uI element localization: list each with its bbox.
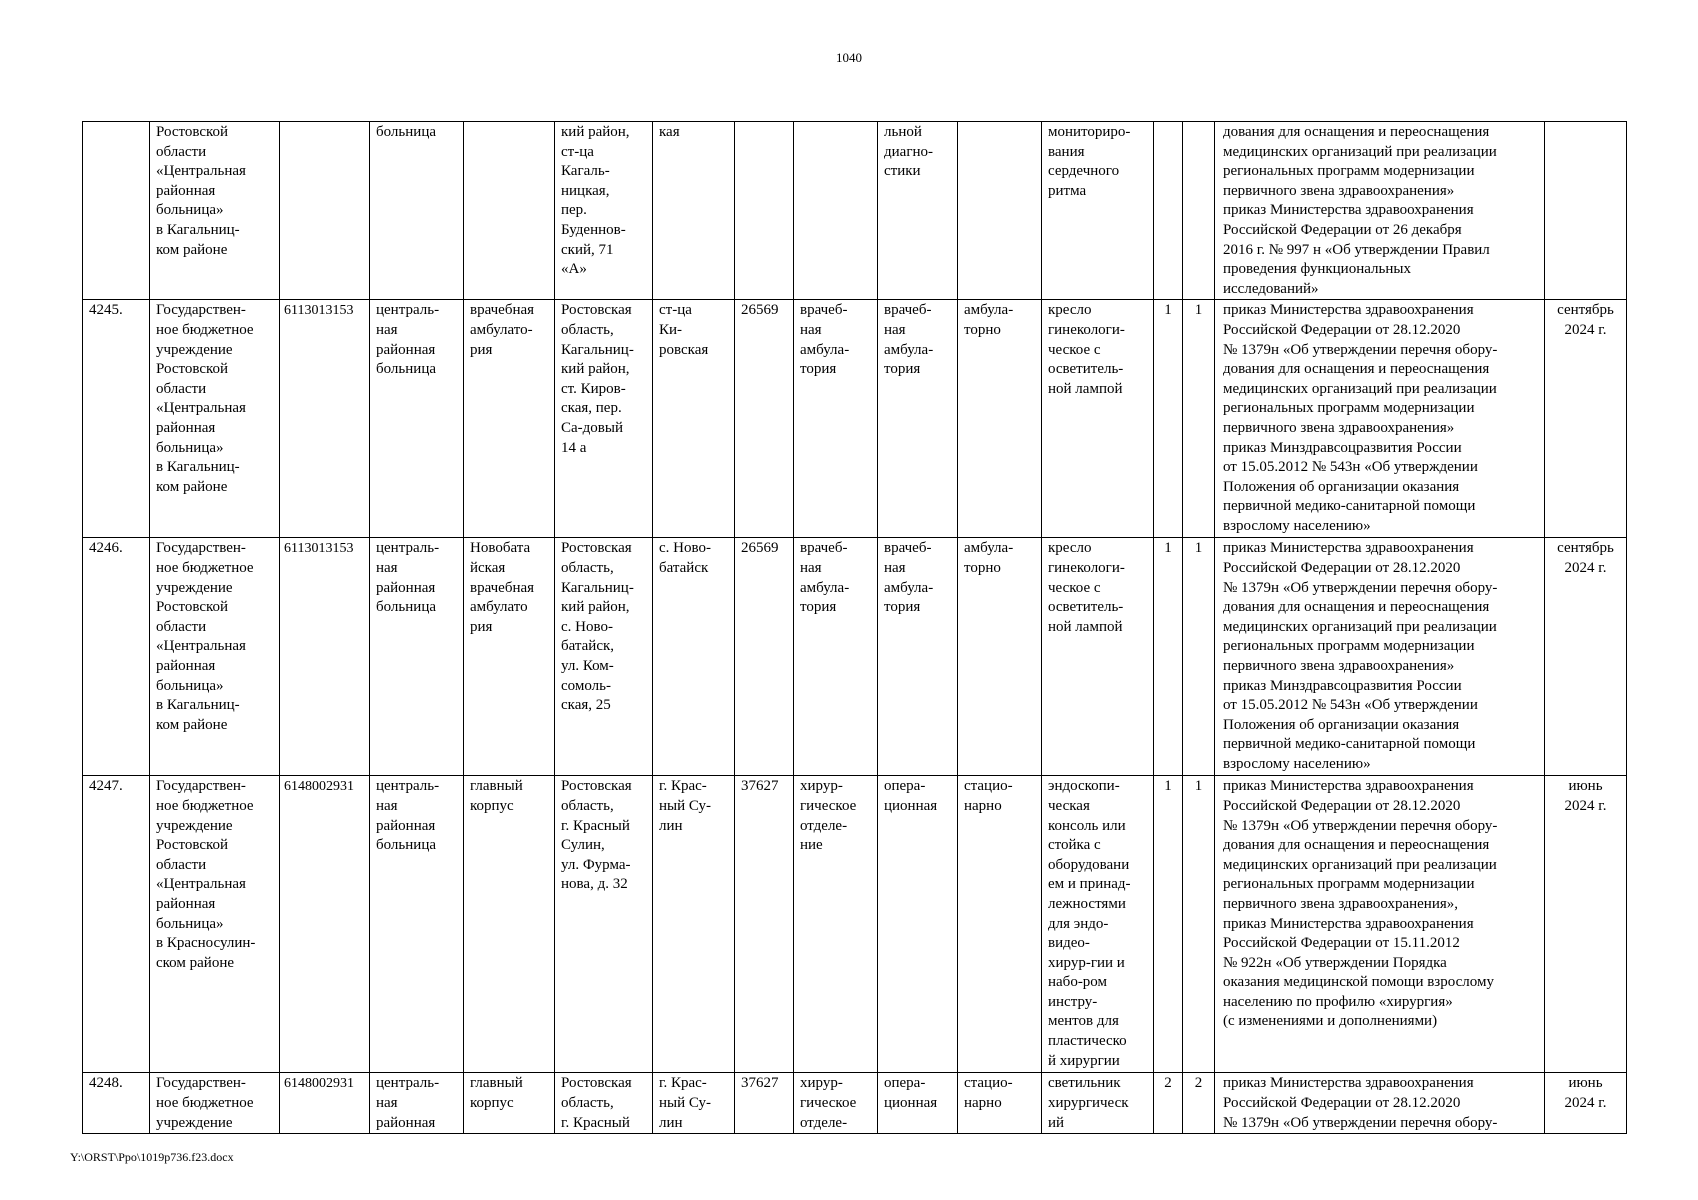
- address: Ростовская область, г. Красный: [555, 1073, 653, 1134]
- delivery-date: сентябрь 2024 г.: [1545, 538, 1627, 776]
- address: Ростовская область, Кагальниц- кий район, ст. Киров- ская, пер. Са-довый 14 а: [555, 300, 653, 538]
- inn: 6113013153: [280, 300, 370, 538]
- row-number: 4245.: [83, 300, 150, 538]
- inn: 6148002931: [280, 776, 370, 1073]
- table-row: [83, 538, 1627, 776]
- row-number: [83, 122, 150, 300]
- equipment: светильник хирургическ ий: [1042, 1073, 1154, 1134]
- department: хирур- гическое отделе-: [794, 1073, 878, 1134]
- settlement: г. Крас- ный Су- лин: [653, 1073, 735, 1134]
- settlement: г. Крас- ный Су- лин: [653, 776, 735, 1073]
- care-mode: [958, 122, 1042, 300]
- equipment: кресло гинекологи- ческое с осветитель- ной лампой: [1042, 300, 1154, 538]
- oktmo-code: 37627: [735, 776, 794, 1073]
- footer-file-path: Y:\ORST\Ppo\1019p736.f23.docx: [70, 1150, 234, 1164]
- organization-type: централь- ная районная: [370, 1073, 464, 1134]
- subdivision: главный корпус: [464, 776, 555, 1073]
- table-row: [83, 122, 1627, 300]
- quantity-2: 1: [1183, 538, 1215, 776]
- quantity-2: 1: [1183, 300, 1215, 538]
- equipment-table: [82, 121, 1627, 1134]
- quantity-2: 2: [1183, 1073, 1215, 1134]
- inn: [280, 122, 370, 300]
- care-mode: амбула- торно: [958, 538, 1042, 776]
- delivery-date: [1545, 122, 1627, 300]
- equipment: кресло гинекологи- ческое с осветитель- ной лампой: [1042, 538, 1154, 776]
- equipment: мониториро- вания сердечного ритма: [1042, 122, 1154, 300]
- legal-basis: приказ Министерства здравоохранения Российской Федерации от 28.12.2020 № 1379н «Об утверждении перечня обору-: [1215, 1073, 1545, 1134]
- organization-type: централь- ная районная больница: [370, 776, 464, 1073]
- organization-type: больница: [370, 122, 464, 300]
- quantity-1: 1: [1154, 300, 1183, 538]
- delivery-date: июнь 2024 г.: [1545, 1073, 1627, 1134]
- department: врачеб- ная амбула- тория: [794, 300, 878, 538]
- oktmo-code: 26569: [735, 300, 794, 538]
- department: врачеб- ная амбула- тория: [794, 538, 878, 776]
- subdivision: главный корпус: [464, 1073, 555, 1134]
- department: [794, 122, 878, 300]
- row-number: 4246.: [83, 538, 150, 776]
- care-mode: стацио- нарно: [958, 776, 1042, 1073]
- settlement: ст-ца Ки- ровская: [653, 300, 735, 538]
- equipment: эндоскопи- ческая консоль или стойка с оборудовани ем и принад- лежностями для эндо- видео- хирур-гии и набо-ром инстру- ментов для пластическо й хирургии: [1042, 776, 1154, 1073]
- legal-basis: приказ Министерства здравоохранения Российской Федерации от 28.12.2020 № 1379н «Об утверждении перечня обору- дования для оснащения и переоснащения медицинских организаций при реализации региональных программ модернизации первичного звена здравоохранения» приказ Минздравсоцразвития России от 15.05.2012 № 543н «Об утверждении Положения об организации оказания первичной медико-санитарной помощи взрослому населению»: [1215, 538, 1545, 776]
- organization-name: Государствен- ное бюджетное учреждение: [150, 1073, 280, 1134]
- inn: 6148002931: [280, 1073, 370, 1134]
- table-row: [83, 1073, 1627, 1134]
- room: опера- ционная: [878, 776, 958, 1073]
- room: опера- ционная: [878, 1073, 958, 1134]
- settlement: кая: [653, 122, 735, 300]
- oktmo-code: [735, 122, 794, 300]
- care-mode: стацио- нарно: [958, 1073, 1042, 1134]
- quantity-2: [1183, 122, 1215, 300]
- table-body: [83, 122, 1627, 1134]
- legal-basis: приказ Министерства здравоохранения Российской Федерации от 28.12.2020 № 1379н «Об утверждении перечня обору- дования для оснащения и переоснащения медицинских организаций при реализации региональных программ модернизации первичного звена здравоохранения» приказ Минздравсоцразвития России от 15.05.2012 № 543н «Об утверждении Положения об организации оказания первичной медико-санитарной помощи взрослому населению»: [1215, 300, 1545, 538]
- room: льной диагно- стики: [878, 122, 958, 300]
- delivery-date: сентябрь 2024 г.: [1545, 300, 1627, 538]
- organization-name: Государствен- ное бюджетное учреждение Ростовской области «Центральная районная больница» в Красносулин- ском районе: [150, 776, 280, 1073]
- subdivision: [464, 122, 555, 300]
- table-row: [83, 300, 1627, 538]
- organization-name: Государствен- ное бюджетное учреждение Ростовской области «Центральная районная больница» в Кагальниц- ком районе: [150, 300, 280, 538]
- oktmo-code: 26569: [735, 538, 794, 776]
- row-number: 4247.: [83, 776, 150, 1073]
- department: хирур- гическое отделе- ние: [794, 776, 878, 1073]
- address: Ростовская область, Кагальниц- кий район, с. Ново- батайск, ул. Ком- сомоль- ская, 25: [555, 538, 653, 776]
- page-number: 1040: [836, 50, 862, 65]
- inn: 6113013153: [280, 538, 370, 776]
- settlement: с. Ново- батайск: [653, 538, 735, 776]
- organization-name: Ростовской области «Центральная районная больница» в Кагальниц- ком районе: [150, 122, 280, 300]
- room: врачеб- ная амбула- тория: [878, 538, 958, 776]
- legal-basis: дования для оснащения и переоснащения медицинских организаций при реализации региональных программ модернизации первичного звена здравоохранения» приказ Министерства здравоохранения Российской Федерации от 26 декабря 2016 г. № 997 н «Об утверждении Правил проведения функциональных исследований»: [1215, 122, 1545, 300]
- row-number: 4248.: [83, 1073, 150, 1134]
- quantity-1: 1: [1154, 776, 1183, 1073]
- table-row: [83, 776, 1627, 1073]
- quantity-1: 1: [1154, 538, 1183, 776]
- subdivision: врачебная амбулато- рия: [464, 300, 555, 538]
- organization-type: централь- ная районная больница: [370, 300, 464, 538]
- subdivision: Новобата йская врачебная амбулато рия: [464, 538, 555, 776]
- care-mode: амбула- торно: [958, 300, 1042, 538]
- room: врачеб- ная амбула- тория: [878, 300, 958, 538]
- legal-basis: приказ Министерства здравоохранения Российской Федерации от 28.12.2020 № 1379н «Об утверждении перечня обору- дования для оснащения и переоснащения медицинских организаций при реализации региональных программ модернизации первичного звена здравоохранения», приказ Министерства здравоохранения Российской Федерации от 15.11.2012 № 922н «Об утверждении Порядка оказания медицинской помощи взрослому населению по профилю «хирургия» (с изменениями и дополнениями): [1215, 776, 1545, 1073]
- quantity-1: 2: [1154, 1073, 1183, 1134]
- quantity-1: [1154, 122, 1183, 300]
- organization-type: централь- ная районная больница: [370, 538, 464, 776]
- address: Ростовская область, г. Красный Сулин, ул. Фурма- нова, д. 32: [555, 776, 653, 1073]
- quantity-2: 1: [1183, 776, 1215, 1073]
- delivery-date: июнь 2024 г.: [1545, 776, 1627, 1073]
- address: кий район, ст-ца Кагаль- ницкая, пер. Буденнов- ский, 71 «А»: [555, 122, 653, 300]
- oktmo-code: 37627: [735, 1073, 794, 1134]
- organization-name: Государствен- ное бюджетное учреждение Ростовской области «Центральная районная больница» в Кагальниц- ком районе: [150, 538, 280, 776]
